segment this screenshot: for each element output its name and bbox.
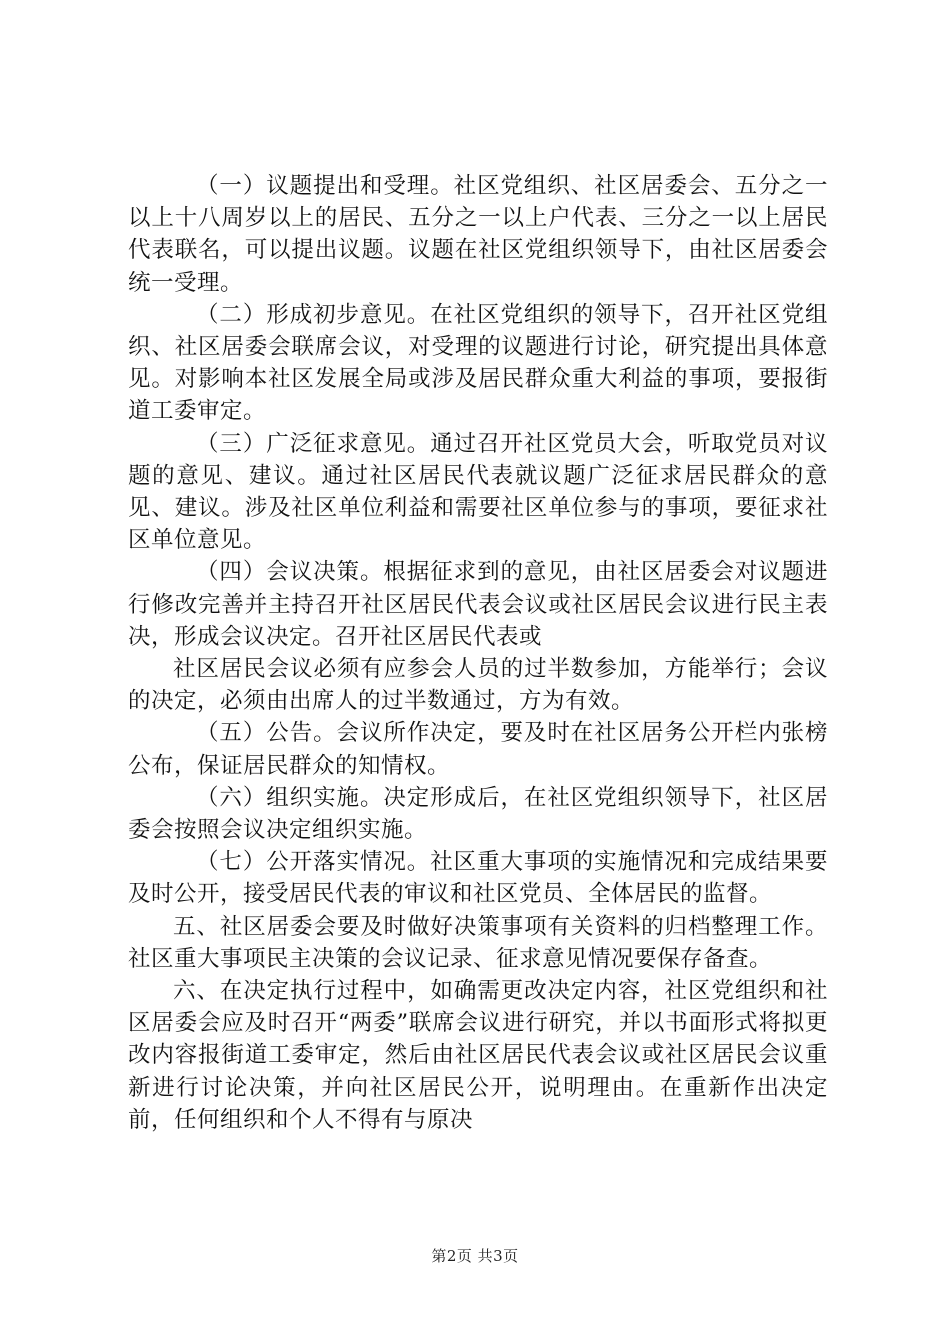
paragraph-1: （一）议题提出和受理。社区党组织、社区居委会、五分之一以上十八周岁以上的居民、五分之一以上户代表、三分之一以上居民代表联名，可以提出议题。议题在社区党组织领导下，由社区居委会统一受理。 [128,173,828,296]
page-indicator: 第2页 共3页 [431,1247,519,1265]
paragraph-8: （七）公开落实情况。社区重大事项的实施情况和完成结果要及时公开，接受居民代表的审议和社区党员、全体居民的监督。 [128,849,828,908]
paragraph-3: （三）广泛征求意见。通过召开社区党员大会，听取党员对议题的意见、建议。通过社区居民代表就议题广泛征求居民群众的意见、建议。涉及社区单位利益和需要社区单位参与的事项，要征求社区单位意见。 [128,430,828,554]
paragraph-5: 社区居民会议必须有应参会人员的过半数参加，方能举行；会议的决定，必须由出席人的过半数通过，方为有效。 [128,656,828,715]
paragraph-6: （五）公告。会议所作决定，要及时在社区居务公开栏内张榜公布，保证居民群众的知情权。 [128,720,828,779]
paragraph-9: 五、社区居委会要及时做好决策事项有关资料的归档整理工作。社区重大事项民主决策的会议记录、征求意见情况要保存备查。 [128,913,828,972]
document-body [128,170,828,1136]
page-footer [0,1246,950,1266]
paragraph-2: （二）形成初步意见。在社区党组织的领导下，召开社区党组织、社区居委会联席会议，对受理的议题进行讨论，研究提出具体意见。对影响本社区发展全局或涉及居民群众重大利益的事项，要报街道工委审定。 [128,301,828,425]
paragraph-10: 六、在决定执行过程中，如确需更改决定内容，社区党组织和社区居委会应及时召开“两委”联席会议进行研究，并以书面形式将拟更改内容报街道工委审定，然后由社区居民代表会议或社区居民会议重新进行讨论决策，并向社区居民公开，说明理由。在重新作出决定前，任何组织和个人不得有与原决 [128,978,828,1133]
paragraph-7: （六）组织实施。决定形成后，在社区党组织领导下，社区居委会按照会议决定组织实施。 [128,784,828,844]
paragraph-4: （四）会议决策。根据征求到的意见，由社区居委会对议题进行修改完善并主持召开社区居民代表会议或社区居民会议进行民主表决，形成会议决定。召开社区居民代表或 [128,559,828,650]
